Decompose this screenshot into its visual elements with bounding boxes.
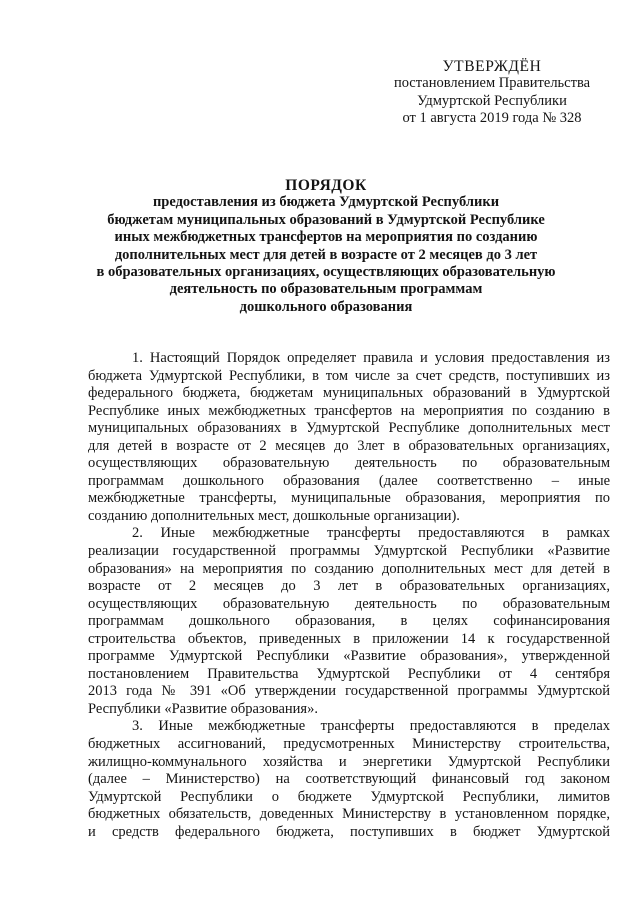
paragraph-3-line: бюджетных обязательств, доведенных Министерству в установленном порядке, [88, 806, 610, 823]
paragraph-1-line: созданию дополнительных мест, дошкольные организации). [88, 507, 460, 524]
approval-line: от 1 августа 2019 года № 328 [402, 110, 582, 127]
title-line: предоставления из бюджета Удмуртской Республики [152, 194, 500, 211]
paragraph-1-line: программам дошкольного образования (далее соответственно – иные [88, 472, 610, 489]
title-line: деятельность по образовательным программам [169, 281, 483, 298]
paragraph-2-line: строительства объектов, приведенных в приложении 14 к государственной [88, 630, 610, 647]
paragraph-1-line: для детей в возрасте от 2 месяцев до 3лет в образовательных организациях, [88, 437, 610, 454]
paragraph-2-line: образования» на мероприятия по созданию дополнительных мест для детей в [88, 560, 610, 577]
paragraph-2-line: Республики «Развитие образования». [88, 700, 318, 717]
paragraph-1-line: 1. Настоящий Порядок определяет правила и условия предоставления из [132, 350, 610, 366]
title-line: дополнительных мест для детей в возрасте от 2 месяцев до 3 лет [114, 246, 538, 263]
title-main: ПОРЯДОК [285, 177, 367, 194]
paragraph-2-line: программам дошкольного образования, в целях софинансирования [88, 613, 610, 630]
title-line: дошкольного образования [239, 298, 413, 315]
paragraph-3-line: бюджетных ассигнований, предусмотренных Министерству строительства, [88, 736, 610, 753]
paragraph-2-line: возрасте от 2 месяцев до 3 лет в образовательных организациях, [88, 578, 610, 595]
paragraph-3-line: Удмуртской Республики о бюджете Удмуртской Республики, лимитов [88, 788, 610, 805]
paragraph-3-line: 3. Иные межбюджетные трансферты предоставляются в пределах [132, 718, 610, 735]
paragraph-2-line: реализации государственной программы Удмуртской Республики «Развитие [88, 543, 610, 560]
document-body [88, 350, 610, 841]
approval-line: постановлением Правительства [393, 75, 591, 92]
paragraph-1-line: бюджета Удмуртской Республики, в том числе за счет средств, поступивших из [88, 367, 610, 384]
approval-line: Удмуртской Республики [417, 92, 567, 109]
title-line: иных межбюджетных трансфертов на мероприятия по созданию [114, 229, 538, 246]
paragraph-1-line: осуществляющих образовательную деятельность по образовательным [88, 455, 610, 472]
title-line: в образовательных организациях, осуществляющих образовательную [96, 264, 556, 281]
approval-stamp [372, 58, 612, 128]
paragraph-1-line: межбюджетные трансферты, муниципальные образования, мероприятия по [88, 490, 610, 507]
paragraph-1-line: муниципальных образованиях в Удмуртской Республике дополнительных мест [88, 420, 610, 437]
paragraph-2-line: 2013 года № 391 «Об утверждении государственной программы Удмуртской [88, 683, 610, 700]
paragraph-3-line: и средств федерального бюджета, поступивших в бюджет Удмуртской [88, 823, 610, 840]
title-line: бюджетам муниципальных образований в Удмуртской Республике [107, 211, 545, 228]
paragraph-1-line: федерального бюджета, бюджетам муниципальных образований в Удмуртской [88, 385, 610, 402]
paragraph-2-line: программе Удмуртской Республики «Развитие образования», утвержденной [88, 648, 610, 665]
paragraph-3-line: жилищно-коммунального хозяйства и энергетики Удмуртской Республики [88, 753, 610, 770]
paragraph-2-line: постановлением Правительства Удмуртской Республики от 4 сентября [88, 665, 610, 682]
document-title [86, 177, 566, 316]
paragraph-1-line: Республике иных межбюджетных трансфертов на мероприятия по созданию в [88, 402, 610, 419]
paragraph-2-line: осуществляющих образовательную деятельность по образовательным [88, 595, 610, 612]
paragraph-2-line: 2. Иные межбюджетные трансферты предоставляются в рамках [132, 525, 610, 542]
paragraph-3-line: (далее – Министерство) на соответствующий финансовый год законом [88, 771, 610, 788]
approval-heading: УТВЕРЖДЁН [442, 58, 542, 75]
